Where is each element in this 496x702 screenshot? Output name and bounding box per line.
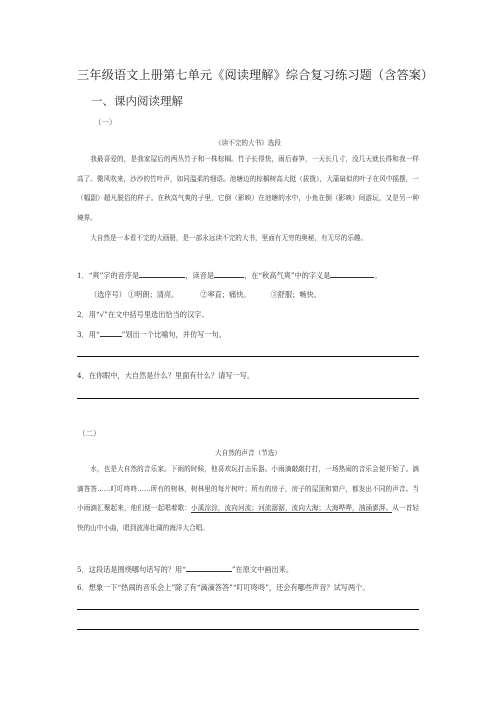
question-5-text-b: ”在原文中画出来。 bbox=[231, 565, 294, 574]
question-1-text-c: ，在“秋高气爽”中的字义是 bbox=[244, 271, 331, 280]
question-3-text-a: 3．用“ bbox=[77, 330, 100, 339]
passage-one-paragraph-1: 我最喜爱的，是我家屋后的两丛竹子和一株棕榈。竹子长得快，雨后春笋，一天长几寸，没几天就长得和我一样高了。微风吹来，沙沙的竹叶声，如同温柔的细语。池塘边的棕榈树高大挺（拔拨），大蒲扇似的叶子在风中摇摆，一（幅副）超凡脱俗的样子。在秋高气爽的子里，它倒（影映）在池塘的水中，小鱼在倒（影映）间游玩，又是另一种境界。 bbox=[77, 155, 419, 222]
underline-sample bbox=[100, 329, 122, 337]
answer-line[interactable] bbox=[77, 398, 419, 399]
passage-two-text-a: 水，也是大自然的音乐家。下雨的时候，他喜欢玩打击乐器。小雨滴敲敲打打，一场热闹的音乐会便开始了。滴滴答答……叮叮咚咚……所有的树林，树林里的每片树叶；所有的房子，房子的屋顶和窗户，都发出不同的声音。当小雨滴汇聚起来，他们便一起唱着歌： bbox=[77, 465, 419, 512]
document-title: 三年级语文上册第七单元《阅读理解》综合复习练习题（含答案） bbox=[77, 68, 434, 82]
answer-blank[interactable] bbox=[330, 270, 374, 278]
question-3 bbox=[77, 329, 226, 340]
section-heading-reading: 一、课内阅读理解 bbox=[91, 94, 183, 108]
underlined-sentence: 小溪淙淙，流向河流；河流潺潺，流向大海；大海哗哗，汹涌澎湃。 bbox=[191, 504, 393, 512]
passage-two-paragraph bbox=[77, 460, 419, 538]
question-2: 2．用“√”在文中括号里选出恰当的汉字。 bbox=[77, 310, 209, 319]
question-1-text-b: ，读音是 bbox=[185, 271, 215, 280]
question-1-text-d: 。 bbox=[374, 271, 382, 280]
passage-one-paragraph-2: 大自然是一本看不完的大画册，是一部永远读不完的大书，里面有无穷的奥秘，有无尽的乐趣。 bbox=[90, 234, 368, 242]
question-6: 6．想象一下“热闹的音乐会上”除了有“滴滴答答”“叮叮咚咚”，还会有哪些声音？试写两个。 bbox=[77, 583, 370, 592]
underline-sample bbox=[186, 564, 232, 572]
option-3: ③舒服；畅快。 bbox=[270, 290, 321, 299]
answer-line[interactable] bbox=[77, 609, 419, 610]
question-4: 4．在你眼中，大自然是什么？里面有什么？请写一写。 bbox=[77, 371, 255, 380]
answer-blank[interactable] bbox=[139, 270, 185, 278]
question-1 bbox=[77, 270, 382, 281]
passage-two-title: 大自然的声音（节选） bbox=[215, 449, 281, 457]
question-3-text-b: ”划出一个比喻句，并仿写一句。 bbox=[121, 330, 226, 339]
answer-line[interactable] bbox=[77, 356, 419, 357]
question-5 bbox=[77, 564, 293, 575]
passage-one-title: 《读不完的大书》选段 bbox=[215, 139, 281, 147]
option-2: ②率直；痛快。 bbox=[200, 290, 251, 299]
question-5-text-a: 5．这段话是围绕哪句话写的？用“ bbox=[77, 565, 186, 574]
answer-line[interactable] bbox=[77, 629, 419, 630]
question-1-text-a: 1．“爽”字的音序是 bbox=[77, 271, 140, 280]
answer-blank[interactable] bbox=[214, 270, 244, 278]
options-prefix: （选序号） bbox=[90, 290, 126, 299]
passage-two-text-b: 从一首轻快的山中小曲，唱到波涛壮阔的海洋大合唱。 bbox=[77, 504, 420, 532]
part-two-label: （二） bbox=[78, 429, 101, 438]
option-1: ①明朗；清亮。 bbox=[127, 290, 179, 299]
question-1-options bbox=[90, 290, 321, 300]
part-one-label: （一） bbox=[94, 118, 117, 127]
